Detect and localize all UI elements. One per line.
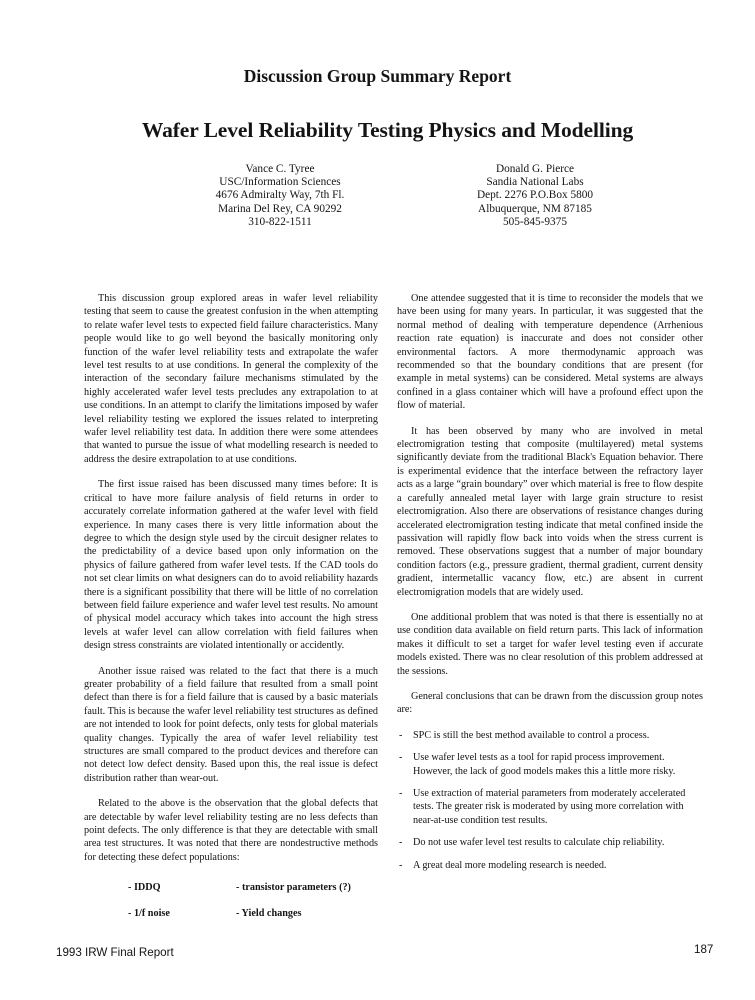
author-phone: 505-845-9375: [502, 215, 567, 228]
conclusion-item: [397, 787, 703, 827]
author-affiliation: USC/Information Sciences: [219, 176, 341, 189]
body-paragraph: One additional problem that was noted is that there is essentially no at use condition data available on field return parts. This lack of information makes it difficult to set a target for wafer level testing even if accurate models existed. There was no clear resolution of this problem addressed at the sessions.: [397, 611, 703, 677]
dash-bullet-icon: -: [399, 837, 403, 849]
conclusion-text: Use wafer level tests as a tool for rapid process improvement. However, the lack of good models makes this a little more risky.: [413, 752, 676, 777]
author-name: Donald G. Pierce: [495, 163, 575, 175]
author-block-2: [420, 163, 650, 229]
conclusion-text: Do not use wafer level test results to calculate chip reliability.: [413, 837, 665, 849]
defect-method-item: - transistor parameters (?): [236, 882, 351, 893]
author-address-line: Albuquerque, NM 87185: [478, 202, 592, 215]
defect-methods-list: [128, 882, 351, 934]
dash-bullet-icon: -: [399, 788, 403, 799]
dash-bullet-icon: -: [399, 752, 403, 764]
body-paragraph: General conclusions that can be drawn from the discussion group notes are:: [397, 690, 703, 716]
author-phone: 310-822-1511: [248, 215, 312, 228]
defect-method-item: - Yield changes: [236, 908, 302, 919]
defect-methods-row: [128, 908, 351, 934]
conclusion-item: [397, 859, 703, 872]
page-number: 187: [694, 943, 714, 956]
dash-bullet-icon: -: [399, 729, 403, 741]
defect-method-item: - 1/f noise: [128, 908, 170, 919]
dash-bullet-icon: -: [399, 859, 403, 871]
body-paragraph: The first issue raised has been discussed many times before: It is critical to have more failure analysis of field returns in order to accurately correlate information gathered at the wafer level with field experience. In many cases there is very little information about the degree to which the design style used by the circuit designer relates to the predictability of a device based upon only information on the physics of failure gathered from wafer level tests. If the CAD tools do not set clear limits on what designers can do to avoid reliability hazards there is a significant possibility that there will be little of no correlation between field failure experience and wafer level test results. No amount of physical model accuracy which takes into account the high stress levels at wafer level can allow correlation with field failures when design stress constraints are violated intentionally or accidently.: [84, 479, 378, 652]
author-address-line: Marina Del Rey, CA 90292: [218, 202, 342, 215]
body-paragraph: Related to the above is the observation that the global defects that are detectable by wafer level reliability testing are no less defects than point defects. The only difference is that they are detectable with small area test structures. It was noted that there are nondestructive methods for detecting these defect populations:: [84, 798, 378, 863]
body-paragraph: One attendee suggested that it is time to reconsider the models that we have been using for many years. In particular, it was suggested that the normal method of dealing with temperature dependence (Arrhenious reaction rate equation) is inaccurate and does not consider other environmental factors. A more thermodynamic approach was recommended so that the boundary conditions that are present (for example in metal systems) can be considered. Metal systems are always confined in a glass container which will have a profound effect upon the flow of material.: [397, 293, 703, 412]
conclusion-text: Use extraction of material parameters from moderately accelerated tests. The greater risk is moderated by using more correlation with near-at-use condition test results.: [413, 788, 686, 826]
footer-publication: 1993 IRW Final Report: [56, 946, 174, 959]
section-header: Discussion Group Summary Report: [243, 66, 512, 86]
conclusion-item: [397, 729, 703, 742]
paper-title: Wafer Level Reliability Testing Physics and Modelling: [141, 118, 634, 142]
conclusion-text: SPC is still the best method available to control a process.: [413, 729, 650, 741]
author-address-line: 4676 Admiralty Way, 7th Fl.: [215, 189, 345, 202]
author-address-line: Dept. 2276 P.O.Box 5800: [476, 189, 594, 202]
body-paragraph: It has been observed by many who are involved in metal electromigration testing that composite (multilayered) metal systems significantly deviate from the traditional Black's Equation behavior. There is experimental evidence that the interface between the refractory layer acts as a large “grain boundary” over which material is free to flow despite a carefully annealed metal layer with large grain structure to resist electromigration. Also there are observations of resistance changes during accelerated electromigration testing indicate that metal confined inside the passivation will rapidly flow back into voids when the stress current is removed. These observations suggest that a number of major boundary condition factors (e.g., pressure gradient, thermal gradient, current density gradient, intermetallic vacancy flow, etc.) are absent in current electromigration models that are widely used.: [397, 425, 703, 598]
author-affiliation: Sandia National Labs: [486, 176, 584, 189]
body-paragraph: This discussion group explored areas in wafer level reliability testing that seem to cause the greatest confusion in the when attempting to relate wafer level tests to expected field failure characteristics. Many people would like to go well beyond the basically monitoring only function of the wafer level reliability tests and extrapolate the wafer level test results to at use conditions. In general the complexity of the interaction of the secondary failure mechanisms stimulated by the highly accelerated wafer level tests precludes any extrapolation to at use conditions. In an attempt to clarify the limitations imposed by wafer level reliability testing we explored the issues related to interpreting wafer level reliability test data. In addition there were some attendees that wanted to pursue the issue of what modelling research is needed to address the desire extrapolation to at use conditions.: [84, 293, 378, 465]
right-column: [397, 292, 703, 881]
left-column: [84, 292, 378, 876]
conclusion-item: [397, 751, 703, 778]
defect-methods-row: [128, 882, 351, 908]
conclusion-item: [397, 836, 703, 849]
defect-method-item: - IDDQ: [128, 882, 161, 893]
author-name: Vance C. Tyree: [245, 163, 315, 175]
author-block-1: [170, 163, 390, 229]
conclusion-text: A great deal more modeling research is needed.: [413, 859, 607, 871]
body-paragraph: Another issue raised was related to the fact that there is a much greater probability of a field failure that resulted from a small point defect than there is for a field failure that is caused by a basic materials fault. This is because the wafer level reliability test structures as defined are not intended to look for point defects, only tests for global materials quality changes. Typically the area of wafer level reliability test structures are small compared to the product devices and therefore can not detect low defect density. Based upon this, the real issue is defect distribution rather than wear-out.: [84, 665, 379, 784]
conclusions-list: [397, 729, 703, 872]
